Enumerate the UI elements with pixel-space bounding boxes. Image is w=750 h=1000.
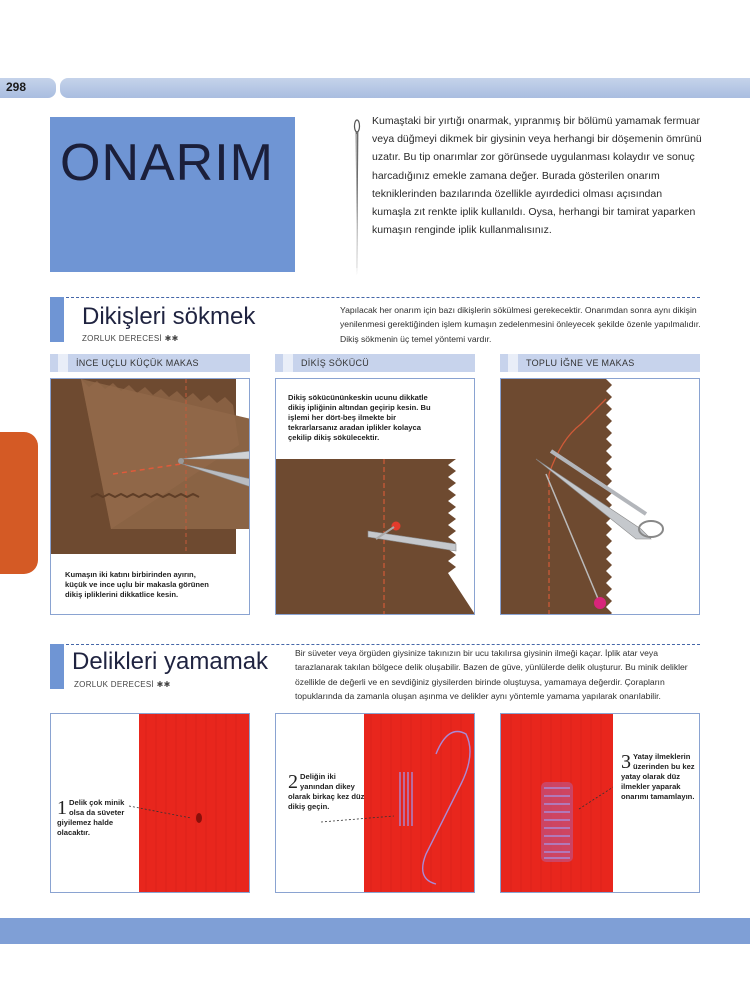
step-text: Delik çok minik olsa da süveter giyilemez halde olacaktır. — [57, 798, 125, 837]
pin-scissors-image — [501, 379, 700, 615]
header-marker — [283, 354, 293, 372]
step-caption — [288, 772, 368, 812]
header-marker — [508, 354, 518, 372]
section2-difficulty: ZORLUK DERECESİ ✱✱ — [74, 680, 171, 689]
method-header-scissors — [50, 354, 250, 372]
method-label: DİKİŞ SÖKÜCÜ — [301, 358, 370, 368]
section1-title: Dikişleri sökmek — [82, 303, 256, 330]
photo-seam-ripper — [275, 378, 475, 615]
method-header-seam-ripper — [275, 354, 475, 372]
step-text: Yatay ilmeklerin üzerinden bu kez yatay olarak düz ilmekler yaparak onarımı tamamlayın. — [621, 752, 695, 801]
section2-accent-bar — [50, 644, 64, 689]
header-marker — [58, 354, 68, 372]
intro-paragraph: Kumaştaki bir yırtığı onarmak, yıpranmış bir bölümü yamamak fermuar veya düğmeyi dikmek bir giysinin veya herhangi bir döşemenin ömrünü uzatır. Bu tip onarımlar zor görünsede uygulanması kolaydır ve sonuç harcadığınız emekle zamana değer. Burada gösterilen onarım tekniklerinden bazılarında özellikle ayırdedici olması açısından kumaşla zıt renkte iplik kullanıldı. Oysa, herhangi bir tamirat yaparken kumaşın renginde iplik kullanmalısınız. — [372, 115, 702, 237]
chapter-side-tab — [0, 432, 38, 574]
step-number: 1 — [57, 797, 67, 819]
page-number: 298 — [6, 80, 27, 94]
page-title: ONARIM — [60, 134, 274, 192]
method-label: TOPLU İĞNE VE MAKAS — [526, 358, 635, 368]
section2-title: Delikleri yamamak — [72, 648, 269, 675]
footer-band — [0, 918, 750, 944]
section1-divider — [66, 297, 700, 298]
section1-accent-bar — [50, 297, 64, 342]
section2-description: Bir süveter veya örgüden giysinize takınızın bir ucu takılırsa giysinin ilmeği kaçar. İplik atar veya tarazlanarak takılan bölgece delik oluşabilir. Bazen de güve, yünlülerde delik oluşturur. Bu minik delikler özellikle de değerli ve en sevdiğiniz giysilerden birinde oluştuysa, yamamaya değerdir. Çorapların topuklarında da zamanla oluşan aşınma ve delikler aynı yöntemle yamama yapılarak onarılabilir. — [295, 648, 688, 701]
step-number: 2 — [288, 771, 298, 793]
photo-step-1 — [50, 713, 250, 893]
photo-caption: Kumaşın iki katını birbirinden ayırın, küçük ve ince uçlu bir makasla görünen dikiş ipliklerini dikkatlice kesin. — [65, 570, 209, 599]
section2-divider — [66, 644, 700, 645]
photo-step-2 — [275, 713, 475, 893]
needle-icon — [350, 118, 364, 278]
photo-step-3 — [500, 713, 700, 893]
method-header-pin-scissors — [500, 354, 700, 372]
step-caption — [621, 752, 699, 802]
step-text: Deliğin iki yanından dikey olarak birkaç kez düz dikiş geçin. — [288, 772, 365, 811]
header-bar — [60, 78, 750, 98]
photo-pin-scissors — [500, 378, 700, 615]
photo-small-scissors — [50, 378, 250, 615]
section1-difficulty: ZORLUK DERECESİ ✱✱ — [82, 334, 179, 343]
caption-box — [613, 714, 700, 893]
method-label: İNCE UÇLU KÜÇÜK MAKAS — [76, 358, 199, 368]
section1-description: Yapılacak her onarım için bazı dikişlerin sökülmesi gerekecektir. Onarımdan sonra aynı dikişin yenilenmesi gerektiğinden işlem kumaşın zedelenmesini önleyecek şekilde özenle yapılmalıdır. Dikiş sökmenin üç temel yöntemi vardır. — [340, 305, 701, 344]
photo-caption: Dikiş sökücününkeskin ucunu dikkatle dikiş ipliğinin altından geçirip kesin. Bu işlemi her dört-beş ilmekte bir tekrarlarsanız aradan iplikler kolayca çekilip dikiş sökülecektir. — [288, 393, 431, 442]
step-number: 3 — [621, 751, 631, 773]
step-caption — [57, 798, 133, 838]
